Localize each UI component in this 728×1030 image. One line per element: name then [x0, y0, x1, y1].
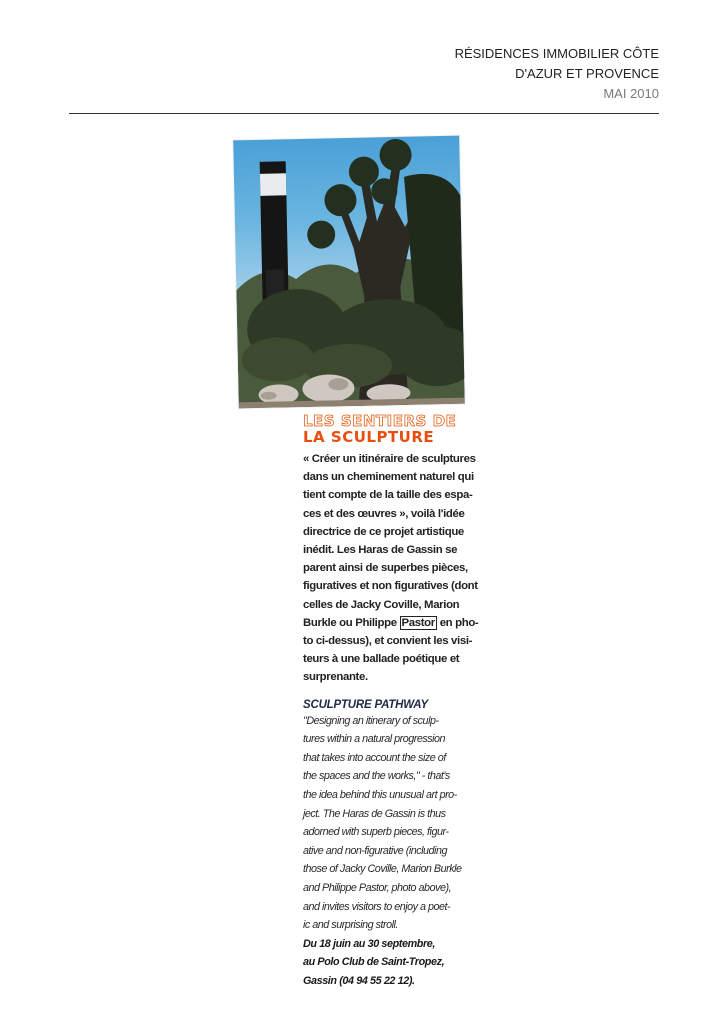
- fr-line: teurs à une ballade poétique et: [303, 653, 460, 666]
- fr-line: to ci-dessus), et convient les visi-: [303, 635, 473, 648]
- fr-line: « Créer un itinéraire de sculptures: [303, 453, 476, 465]
- en-line: the idea behind this unusual art pro-: [303, 789, 457, 802]
- en-line: adorned with superb pieces, figur-: [303, 826, 449, 839]
- fr-line: celles de Jacky Coville, Marion: [303, 598, 460, 611]
- page-header: [339, 44, 659, 104]
- fr-line: figuratives et non figuratives (dont: [303, 580, 478, 593]
- fr-line: directrice de ce projet artistique: [303, 525, 464, 538]
- en-line: that takes into account the size of: [303, 751, 446, 764]
- en-line: ic and surprising stroll.: [303, 919, 398, 932]
- article-body-french: [303, 450, 479, 687]
- fr-line: dans un cheminement naturel qui: [303, 471, 474, 484]
- article-title-line2: LA SCULPTURE: [303, 428, 435, 446]
- fr-line: ces et des œuvres », voilà l'idée: [303, 507, 465, 520]
- fr-line-with-box: [303, 614, 479, 632]
- en-line: those of Jacky Coville, Marion Burkle: [303, 863, 462, 876]
- fr-line: tient compte de la taille des espa-: [303, 489, 473, 502]
- fr-text-before: Burkle ou Philippe: [303, 616, 400, 629]
- article-title-line1: LES SENTIERS DE: [303, 412, 457, 430]
- en-line: "Designing an itinerary of sculp-: [303, 714, 439, 727]
- article-body-english: [303, 712, 475, 935]
- highlighted-name-box: Pastor: [401, 616, 435, 629]
- fr-line: surprenante.: [303, 671, 368, 684]
- header-title-line2: D'AZUR ET PROVENCE: [515, 66, 659, 81]
- en-line: the spaces and the works," - that's: [303, 770, 450, 783]
- english-subtitle: SCULPTURE PATHWAY: [303, 698, 429, 711]
- event-venue: au Polo Club de Saint-Tropez,: [303, 956, 445, 969]
- en-line: ative and non-figurative (including: [303, 844, 447, 857]
- header-divider: [69, 113, 659, 114]
- en-line: and invites visitors to enjoy a poet-: [303, 900, 451, 913]
- header-date: MAI 2010: [603, 86, 659, 101]
- en-line: and Philippe Pastor, photo above),: [303, 881, 452, 894]
- photo-illustration: [233, 136, 465, 409]
- en-line: ject. The Haras de Gassin is thus: [303, 807, 446, 820]
- header-title-line1: RÉSIDENCES IMMOBILIER CÔTE: [454, 46, 659, 61]
- sculpture-garden-photo: [233, 136, 465, 409]
- event-info: [303, 935, 475, 991]
- article: [303, 412, 479, 991]
- en-line: tures within a natural progression: [303, 733, 446, 746]
- event-dates: Du 18 juin au 30 septembre,: [303, 937, 436, 950]
- fr-line: parent ainsi de superbes pièces,: [303, 562, 468, 575]
- event-phone: Gassin (04 94 55 22 12).: [303, 974, 415, 987]
- fr-text-after: en pho-: [436, 616, 479, 629]
- fr-line: inédit. Les Haras de Gassin se: [303, 544, 458, 557]
